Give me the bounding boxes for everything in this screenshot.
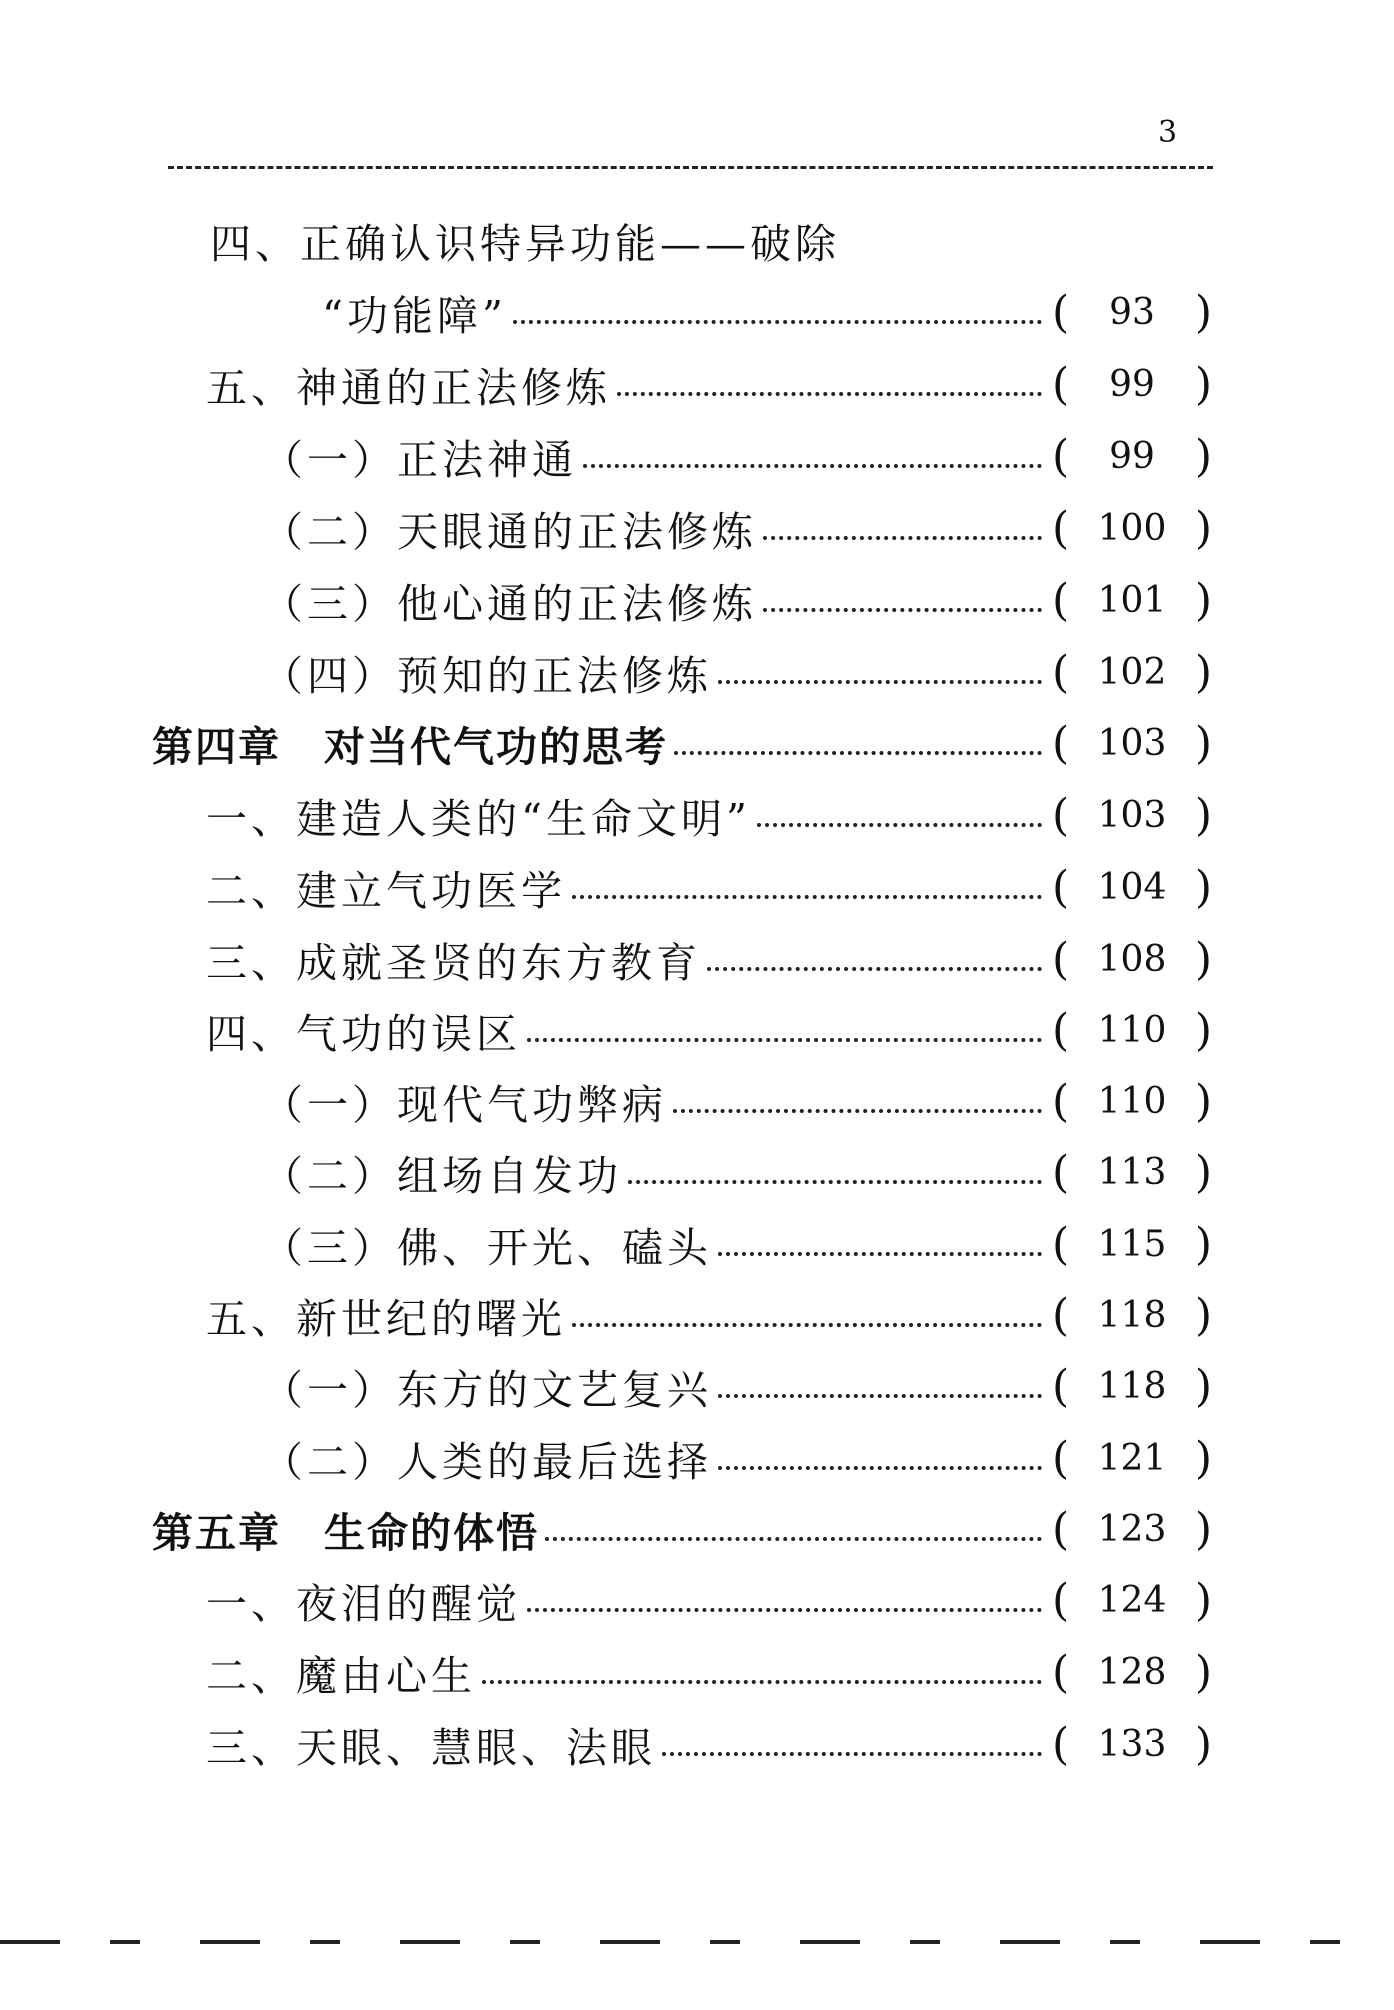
toc-page-number: 133 bbox=[1097, 1723, 1167, 1765]
dot-leader bbox=[628, 1180, 1042, 1184]
toc-page-ref: ( 102 ) bbox=[1052, 646, 1212, 698]
toc-page-ref: ( 99 ) bbox=[1052, 430, 1212, 482]
toc-page-number: 124 bbox=[1097, 1579, 1167, 1621]
dot-leader bbox=[662, 1752, 1042, 1756]
toc-entry-title: 二、魔由心生 bbox=[206, 1651, 476, 1700]
toc-entry-title: （二）人类的最后选择 bbox=[262, 1437, 712, 1486]
dot-leader bbox=[513, 320, 1042, 324]
toc-chapter-entry bbox=[152, 1499, 1212, 1559]
dot-leader bbox=[707, 967, 1042, 971]
toc-entry-title: （二）天眼通的正法修炼 bbox=[262, 507, 757, 556]
toc-page-ref: ( 104 ) bbox=[1052, 861, 1212, 913]
toc-page-ref: ( 115 ) bbox=[1052, 1218, 1212, 1270]
toc-page-number: 93 bbox=[1109, 291, 1155, 333]
dot-leader bbox=[763, 608, 1042, 612]
toc-entry-title: 四、正确认识特异功能——破除 bbox=[210, 219, 840, 268]
dot-leader bbox=[718, 1252, 1042, 1256]
toc-entry bbox=[262, 1071, 1212, 1131]
toc-entry-title: 二、建立气功医学 bbox=[206, 866, 566, 915]
toc-entry bbox=[262, 642, 1212, 702]
toc-entry bbox=[206, 354, 1212, 414]
dot-leader bbox=[527, 1038, 1042, 1042]
toc-entry-title: 一、夜泪的醒觉 bbox=[206, 1579, 521, 1628]
toc-entry-title: 第五章 生命的体悟 bbox=[152, 1508, 539, 1557]
dot-leader bbox=[572, 895, 1042, 899]
dot-leader bbox=[482, 1680, 1042, 1684]
toc-page-ref: ( 118 ) bbox=[1052, 1289, 1212, 1341]
toc-chapter-entry bbox=[152, 713, 1212, 773]
dot-leader bbox=[763, 536, 1042, 540]
toc-entry bbox=[262, 1214, 1212, 1274]
toc-page-number: 121 bbox=[1097, 1437, 1167, 1479]
toc-entry bbox=[206, 1714, 1212, 1774]
toc-page-number: 115 bbox=[1097, 1223, 1167, 1265]
toc-entry bbox=[206, 1285, 1212, 1345]
toc-page-number: 118 bbox=[1097, 1365, 1167, 1407]
toc-entry bbox=[210, 210, 1210, 270]
toc-entry-title: 一、建造人类的“生命文明” bbox=[206, 794, 751, 843]
toc-page-number: 113 bbox=[1097, 1151, 1167, 1193]
toc-page-number: 108 bbox=[1097, 938, 1167, 980]
toc-page-number: 110 bbox=[1097, 1080, 1167, 1122]
toc-page-number: 104 bbox=[1097, 866, 1167, 908]
toc-entry bbox=[262, 426, 1212, 486]
toc-entry bbox=[322, 282, 1212, 342]
toc-page-ref: ( 110 ) bbox=[1052, 1004, 1212, 1056]
toc-entry-title: （二）组场自发功 bbox=[262, 1151, 622, 1200]
toc-page-ref: ( 121 ) bbox=[1052, 1432, 1212, 1484]
toc-page-number: 99 bbox=[1109, 363, 1155, 405]
toc-page-number: 128 bbox=[1097, 1651, 1167, 1693]
toc-page-ref: ( 113 ) bbox=[1052, 1146, 1212, 1198]
toc-entry-title: （四）预知的正法修炼 bbox=[262, 651, 712, 700]
toc-page-ref: ( 133 ) bbox=[1052, 1718, 1212, 1770]
toc-entry-title: （一）东方的文艺复兴 bbox=[262, 1365, 712, 1414]
toc-page-number: 103 bbox=[1097, 794, 1167, 836]
toc-entry-title: （一）正法神通 bbox=[262, 435, 577, 484]
dot-leader bbox=[718, 1466, 1042, 1470]
toc-page-number: 118 bbox=[1097, 1294, 1167, 1336]
toc-page-ref: ( 99 ) bbox=[1052, 358, 1212, 410]
toc-entry bbox=[206, 857, 1212, 917]
toc-page-ref: ( 108 ) bbox=[1052, 933, 1212, 985]
dot-leader bbox=[527, 1608, 1042, 1612]
toc-page-ref: ( 103 ) bbox=[1052, 789, 1212, 841]
toc-page-ref: ( 128 ) bbox=[1052, 1646, 1212, 1698]
toc-page-ref: ( 124 ) bbox=[1052, 1574, 1212, 1626]
dot-leader bbox=[617, 392, 1042, 396]
dot-leader bbox=[673, 1109, 1042, 1113]
toc-entry-title: （三）佛、开光、磕头 bbox=[262, 1223, 712, 1272]
dot-leader bbox=[718, 1394, 1042, 1398]
toc-page-number: 110 bbox=[1097, 1009, 1167, 1051]
toc-entry bbox=[206, 785, 1212, 845]
toc-page-number: 99 bbox=[1109, 435, 1155, 477]
toc-entry-title: 三、成就圣贤的东方教育 bbox=[206, 938, 701, 987]
toc-page-ref: ( 93 ) bbox=[1052, 286, 1212, 338]
page-number: 3 bbox=[1158, 115, 1178, 150]
toc-entry bbox=[206, 1000, 1212, 1060]
toc-page-number: 103 bbox=[1097, 722, 1167, 764]
toc-entry bbox=[206, 1570, 1212, 1630]
dot-leader bbox=[583, 464, 1042, 468]
toc-entry-title: 四、气功的误区 bbox=[206, 1009, 521, 1058]
toc-page-number: 102 bbox=[1097, 651, 1167, 693]
toc-entry bbox=[262, 1142, 1212, 1202]
bottom-dashed-rule bbox=[0, 1940, 1394, 1944]
toc-entry bbox=[206, 929, 1212, 989]
toc-page-number: 101 bbox=[1097, 579, 1167, 621]
toc-page-ref: ( 100 ) bbox=[1052, 502, 1212, 554]
dot-leader bbox=[718, 680, 1042, 684]
toc-page-ref: ( 110 ) bbox=[1052, 1075, 1212, 1127]
toc-entry-title: 三、天眼、慧眼、法眼 bbox=[206, 1723, 656, 1772]
toc-entry bbox=[262, 1428, 1212, 1488]
dot-leader bbox=[572, 1323, 1042, 1327]
toc-entry-title: 五、神通的正法修炼 bbox=[206, 363, 611, 412]
toc-page-number: 123 bbox=[1097, 1508, 1167, 1550]
dot-leader bbox=[757, 823, 1042, 827]
toc-page-ref: ( 123 ) bbox=[1052, 1503, 1212, 1555]
toc-entry bbox=[262, 1356, 1212, 1416]
toc-entry bbox=[206, 1642, 1212, 1702]
toc-page-ref: ( 103 ) bbox=[1052, 717, 1212, 769]
toc-entry-title: （一）现代气功弊病 bbox=[262, 1080, 667, 1129]
toc-page-number: 100 bbox=[1097, 507, 1167, 549]
toc-entry bbox=[262, 498, 1212, 558]
toc-entry-title: “功能障” bbox=[322, 291, 507, 340]
toc-page-ref: ( 101 ) bbox=[1052, 574, 1212, 626]
dot-leader bbox=[674, 751, 1042, 755]
toc-page-ref: ( 118 ) bbox=[1052, 1360, 1212, 1412]
dot-leader bbox=[545, 1537, 1042, 1541]
toc-entry-title: （三）他心通的正法修炼 bbox=[262, 579, 757, 628]
toc-entry-title: 五、新世纪的曙光 bbox=[206, 1294, 566, 1343]
toc-entry-title: 第四章 对当代气功的思考 bbox=[152, 722, 668, 771]
toc-entry bbox=[262, 570, 1212, 630]
